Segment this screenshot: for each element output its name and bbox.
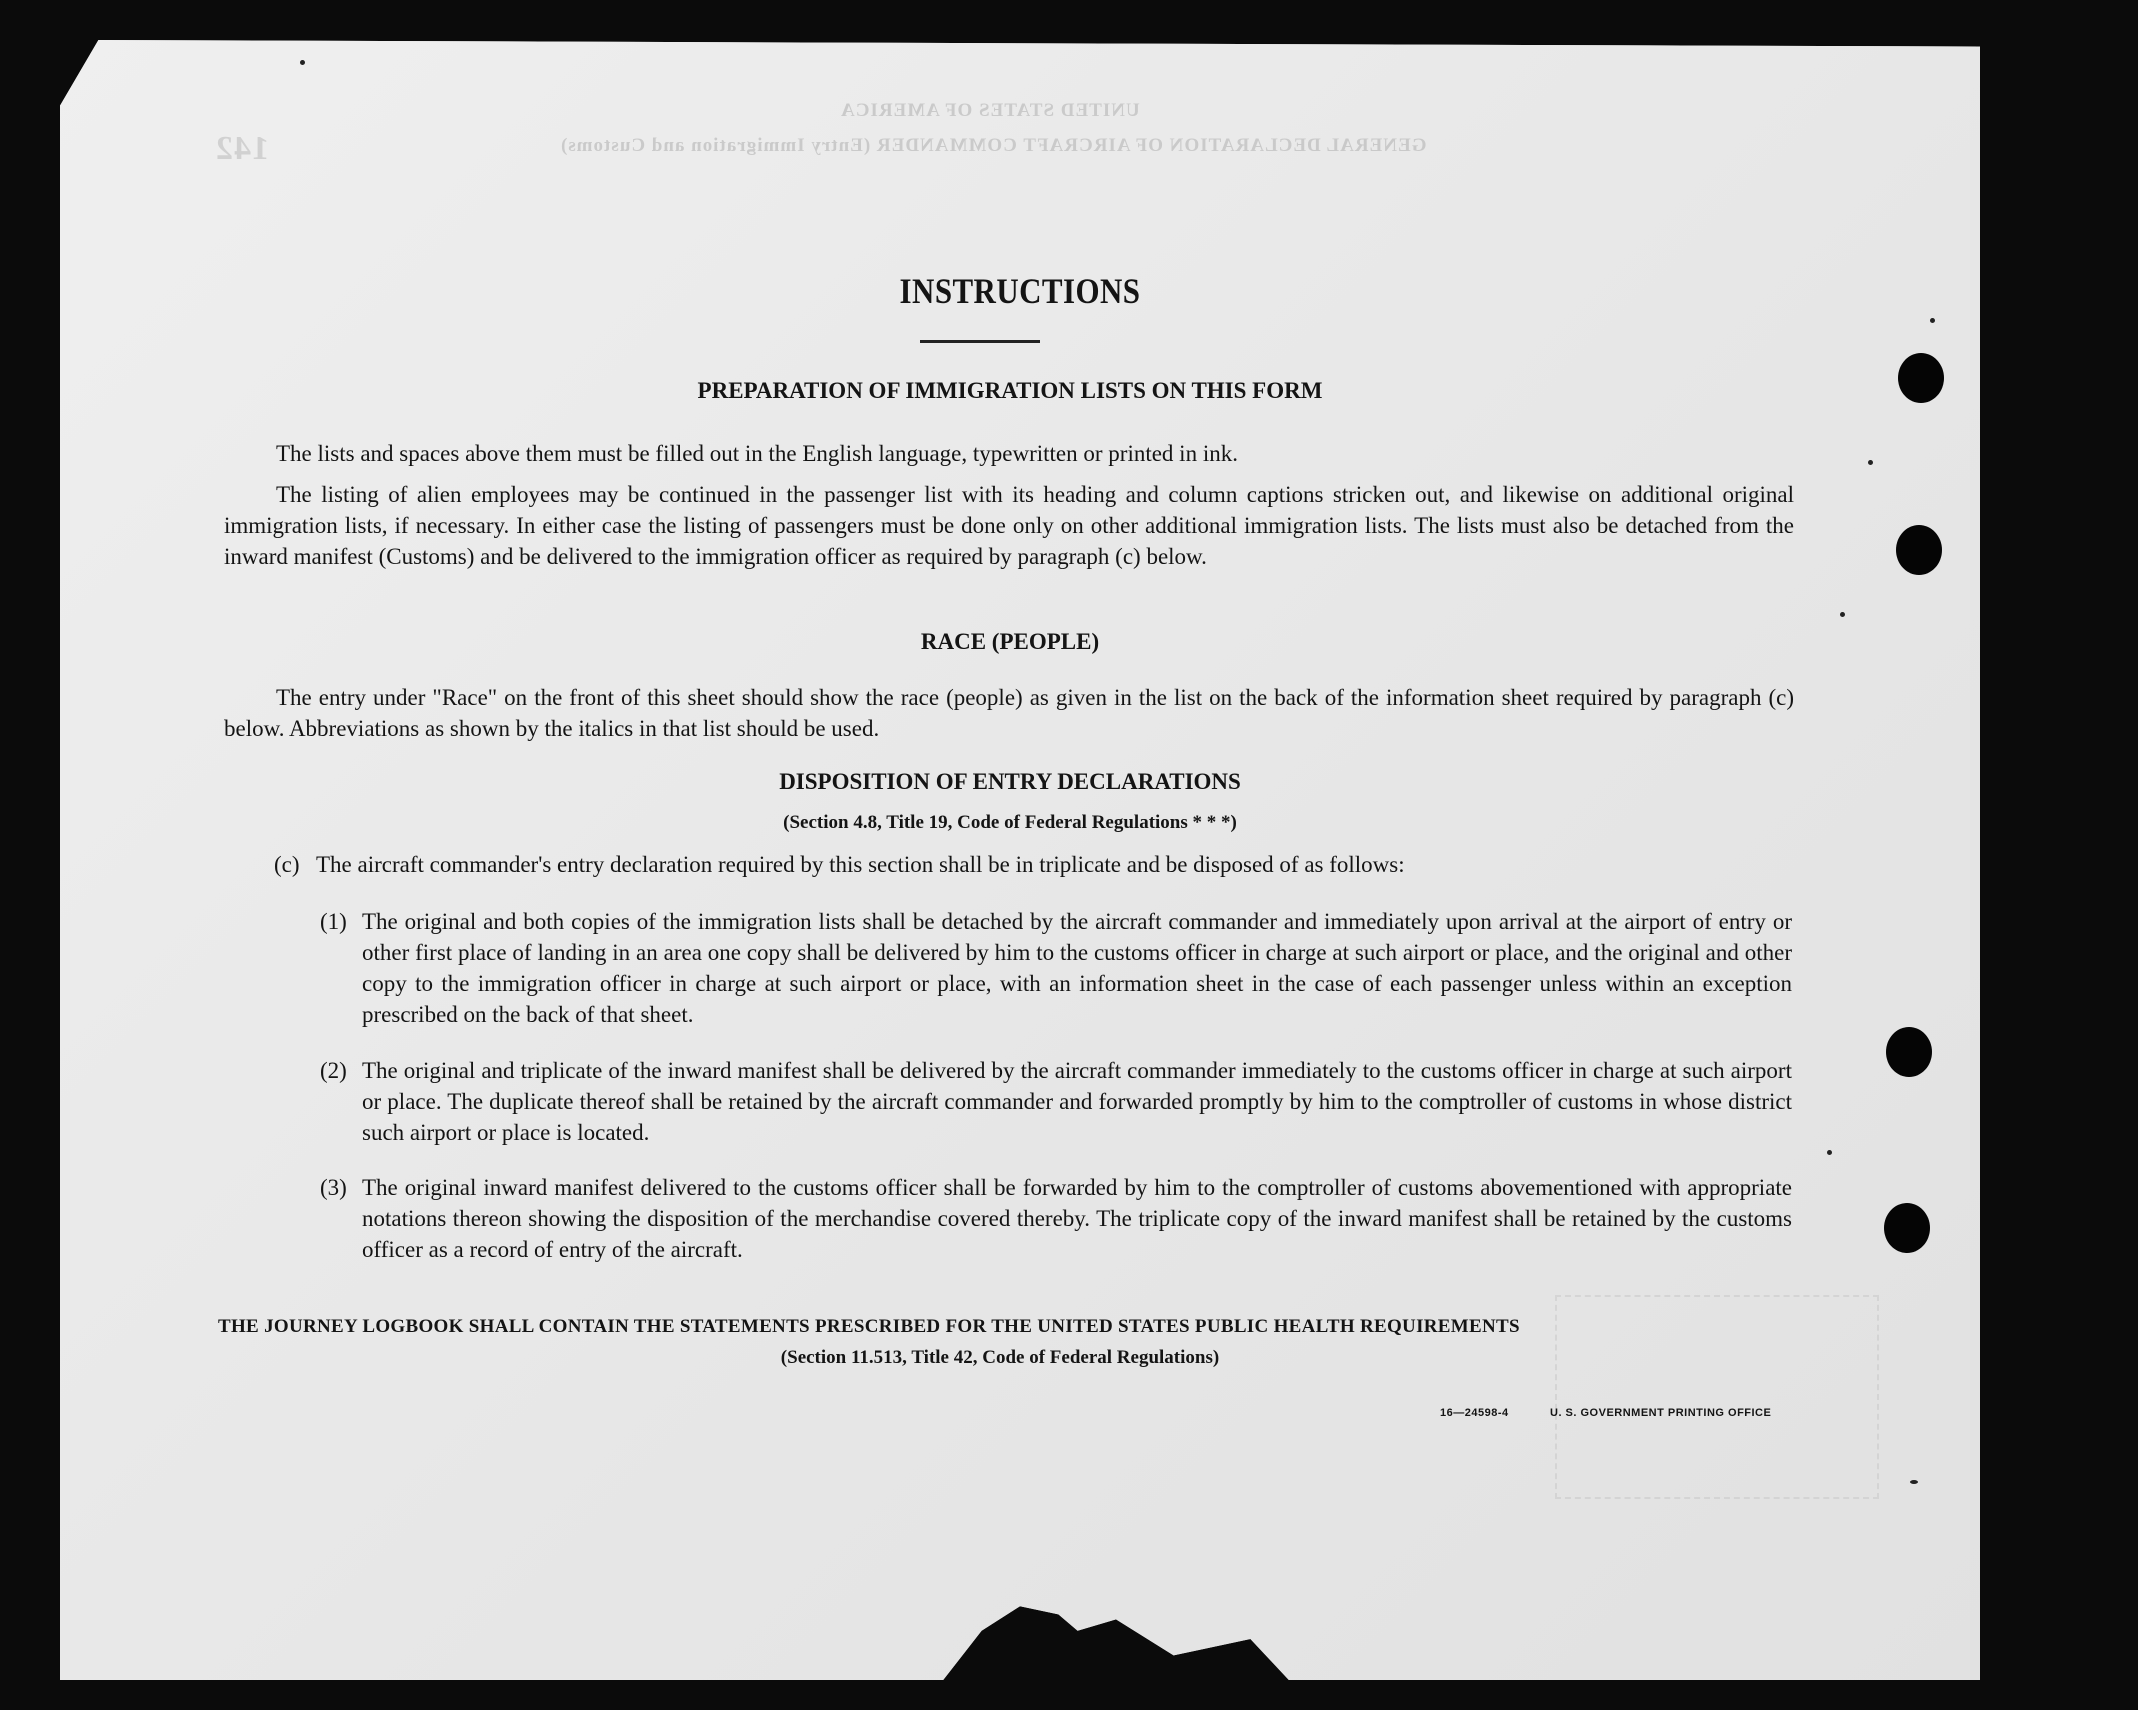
punch-hole [1898,353,1944,403]
punch-hole [1896,525,1942,575]
page-title: INSTRUCTIONS [899,271,1141,311]
speck [1930,318,1935,323]
disposition-heading: DISPOSITION OF ENTRY DECLARATIONS [779,769,1241,794]
punch-hole [1886,1027,1932,1077]
disposition-citation: (Section 4.8, Title 19, Code of Federal Regulations * * *) [783,812,1237,833]
item-text: The original inward manifest delivered to the customs officer shall be forwarded by him to the comptroller of customs abovementioned with appropriate notations thereon showing the disposition of the merchandise covered thereby. The triplicate copy of the inward manifest shall be retained by the customs officer as a record of entry of the aircraft. [362,1175,1792,1262]
race-heading: RACE (PEOPLE) [920,629,1100,654]
disposition-item-1 [320,906,1792,1030]
printer-imprint: U. S. GOVERNMENT PRINTING OFFICE [1550,1407,1772,1419]
disposition-intro [274,849,1796,880]
disposition-item-2 [320,1055,1792,1148]
form-number: 16—24598-4 [1440,1407,1509,1419]
preparation-heading: PREPARATION OF IMMIGRATION LISTS ON THIS FORM [697,378,1323,403]
item-number: (3) [320,1175,347,1200]
title-underline [920,340,1040,343]
item-number: (1) [320,909,347,934]
bleed-through-line-1: UNITED STATES OF AMERICA [840,100,1140,121]
paragraph-label-c: (c) [274,852,300,877]
preparation-paragraph-1: The lists and spaces above them must be filled out in the English language, typewritten or printed in ink. [276,441,1238,466]
speck [1840,612,1845,617]
disposition-item-3 [320,1172,1792,1265]
item-number: (2) [320,1058,347,1083]
public-health-statement: THE JOURNEY LOGBOOK SHALL CONTAIN THE STATEMENTS PRESCRIBED FOR THE UNITED STATES PUBLIC HEALTH REQUIREMENTS [218,1316,1520,1337]
preparation-paragraph-2: The listing of alien employees may be continued in the passenger list with its heading and column captions stricken out, and likewise on additional original immigration lists, if necessary. In either case the listing of passengers must be done only on other additional immigration lists. The lists must also be detached from the inward manifest (Customs) and be delivered to the immigration officer as required by paragraph (c) below. [224,482,1794,569]
speck [1827,1150,1832,1155]
item-text: The original and both copies of the immigration lists shall be detached by the aircraft commander and immediately upon arrival at the airport of entry or other first place of landing in an area one copy shall be delivered by him to the customs officer in charge at such airport or place, and the original and other copy to the immigration officer in charge at such airport or place, with an information sheet in the case of each passenger unless within an exception prescribed on the back of that sheet. [362,909,1792,1027]
disposition-intro-text: The aircraft commander's entry declaration required by this section shall be in triplicate and be disposed of as follows: [316,852,1405,877]
faded-stamp-box [1555,1295,1879,1499]
speck [1910,1480,1918,1484]
race-paragraph: The entry under "Race" on the front of this sheet should show the race (people) as given in the list on the back of the information sheet required by paragraph (c) below. Abbreviations as shown by the italics in that list should be used. [224,685,1794,741]
item-text: The original and triplicate of the inward manifest shall be delivered by the aircraft commander immediately to the customs officer in charge at such airport or place. The duplicate thereof shall be retained by the aircraft commander and forwarded promptly by him to the comptroller of customs in whose district such airport or place is located. [362,1058,1792,1145]
speck [1868,460,1873,465]
punch-hole [1884,1203,1930,1253]
speck [300,60,305,65]
public-health-citation: (Section 11.513, Title 42, Code of Federal Regulations) [780,1347,1220,1368]
bleed-through-page-number: 142 [215,130,269,167]
bleed-through-line-2: GENERAL DECLARATION OF AIRCRAFT COMMANDER (Entry Immigration and Customs) [560,135,1427,156]
